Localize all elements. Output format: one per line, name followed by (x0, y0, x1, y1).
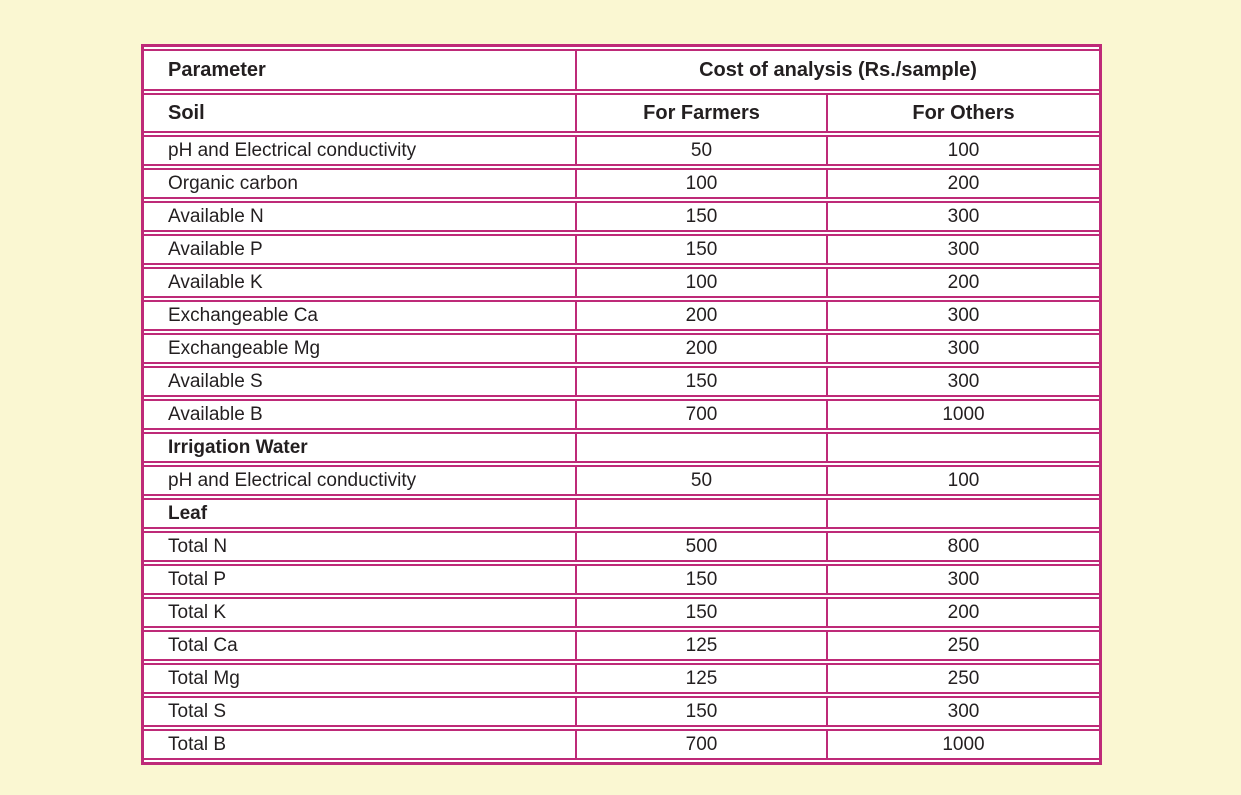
others-cost-cell: 250 (826, 663, 1099, 694)
parameter-cell: Total B (144, 729, 575, 760)
table-row (144, 267, 1099, 298)
table-row (144, 531, 1099, 562)
parameter-cell: Available K (144, 267, 575, 298)
farmers-cost-cell: 150 (575, 564, 826, 595)
farmers-cost-cell: 200 (575, 300, 826, 331)
parameter-cell: pH and Electrical conductivity (144, 465, 575, 496)
table-row (144, 465, 1099, 496)
farmers-cost-cell (575, 498, 826, 529)
parameter-cell: Total S (144, 696, 575, 727)
farmers-cost-cell: 100 (575, 168, 826, 199)
cost-table-container (141, 44, 1096, 765)
table-row (144, 234, 1099, 265)
table-row (144, 300, 1099, 331)
parameter-cell: Exchangeable Ca (144, 300, 575, 331)
table-row (144, 366, 1099, 397)
parameter-cell: Total K (144, 597, 575, 628)
header-row (144, 49, 1099, 91)
farmers-cost-cell: 50 (575, 465, 826, 496)
farmers-cost-cell: 150 (575, 234, 826, 265)
parameter-cell: Irrigation Water (144, 432, 575, 463)
others-cost-cell: 200 (826, 267, 1099, 298)
parameter-cell: Organic carbon (144, 168, 575, 199)
farmers-cost-cell: 150 (575, 366, 826, 397)
parameter-cell: Total P (144, 564, 575, 595)
others-cost-cell: 800 (826, 531, 1099, 562)
parameter-cell: Leaf (144, 498, 575, 529)
parameter-cell: Total Ca (144, 630, 575, 661)
parameter-cell: Available S (144, 366, 575, 397)
parameter-cell: Total N (144, 531, 575, 562)
parameter-cell: Available N (144, 201, 575, 232)
farmers-cost-cell: 700 (575, 399, 826, 430)
farmers-cost-cell: 125 (575, 630, 826, 661)
table-row (144, 564, 1099, 595)
table-row (144, 696, 1099, 727)
table-row (144, 663, 1099, 694)
farmers-cost-cell: 200 (575, 333, 826, 364)
table-row (144, 498, 1099, 529)
others-cost-cell: 300 (826, 696, 1099, 727)
others-cost-cell (826, 498, 1099, 529)
others-cost-cell: 1000 (826, 399, 1099, 430)
col-header-for-farmers: For Farmers (575, 93, 826, 133)
parameter-cell: pH and Electrical conductivity (144, 135, 575, 166)
farmers-cost-cell: 50 (575, 135, 826, 166)
parameter-cell: Total Mg (144, 663, 575, 694)
farmers-cost-cell: 150 (575, 696, 826, 727)
others-cost-cell: 1000 (826, 729, 1099, 760)
table-row (144, 168, 1099, 199)
others-cost-cell: 100 (826, 135, 1099, 166)
farmers-cost-cell: 150 (575, 201, 826, 232)
others-cost-cell: 300 (826, 564, 1099, 595)
col-header-parameter: Parameter (144, 49, 575, 91)
others-cost-cell: 200 (826, 597, 1099, 628)
farmers-cost-cell: 150 (575, 597, 826, 628)
table-row (144, 432, 1099, 463)
farmers-cost-cell (575, 432, 826, 463)
table-row (144, 333, 1099, 364)
table-row (144, 630, 1099, 661)
farmers-cost-cell: 125 (575, 663, 826, 694)
others-cost-cell: 300 (826, 366, 1099, 397)
table-row (144, 399, 1099, 430)
col-header-cost-group: Cost of analysis (Rs./sample) (575, 49, 1099, 91)
others-cost-cell (826, 432, 1099, 463)
others-cost-cell: 300 (826, 333, 1099, 364)
others-cost-cell: 300 (826, 201, 1099, 232)
table-body (144, 135, 1099, 760)
subheader-row (144, 93, 1099, 133)
parameter-cell: Available B (144, 399, 575, 430)
table-row (144, 135, 1099, 166)
farmers-cost-cell: 500 (575, 531, 826, 562)
cost-of-analysis-table (141, 44, 1102, 765)
others-cost-cell: 200 (826, 168, 1099, 199)
col-header-for-others: For Others (826, 93, 1099, 133)
table-row (144, 729, 1099, 760)
others-cost-cell: 300 (826, 300, 1099, 331)
others-cost-cell: 100 (826, 465, 1099, 496)
farmers-cost-cell: 100 (575, 267, 826, 298)
table-row (144, 201, 1099, 232)
table-row (144, 597, 1099, 628)
parameter-cell: Exchangeable Mg (144, 333, 575, 364)
parameter-cell: Available P (144, 234, 575, 265)
others-cost-cell: 300 (826, 234, 1099, 265)
farmers-cost-cell: 700 (575, 729, 826, 760)
others-cost-cell: 250 (826, 630, 1099, 661)
section-header-soil: Soil (144, 93, 575, 133)
